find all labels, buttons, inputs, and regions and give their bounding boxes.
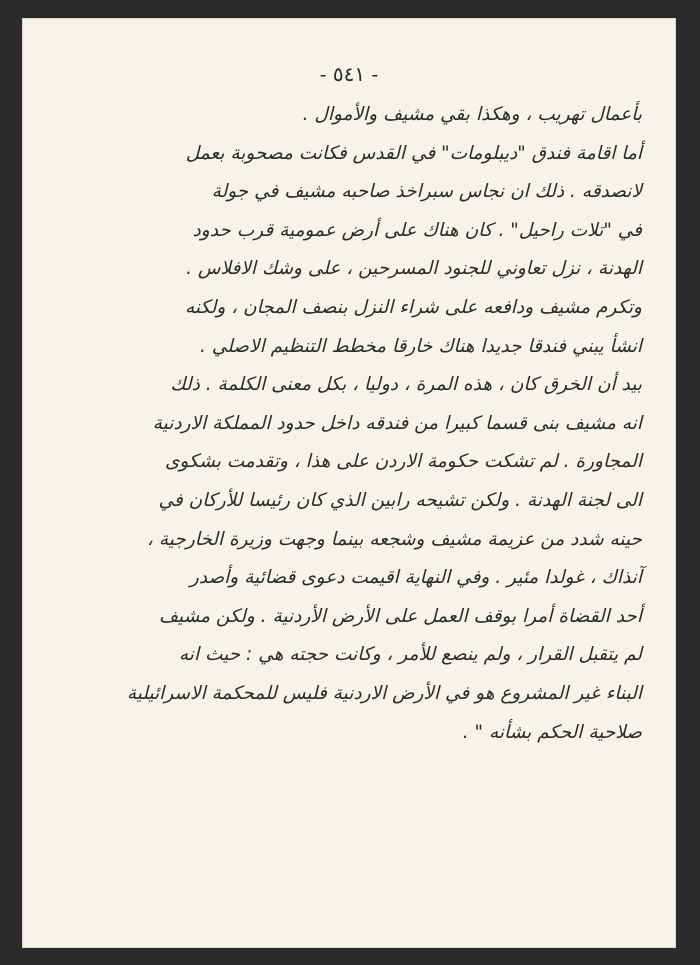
text-line: وتكرم مشيف ودافعه على شراء النزل بنصف المجان ، ولكنه xyxy=(185,296,642,318)
page-number: - ٥٤١ - xyxy=(319,62,379,86)
text-line: حينه شدد من عزيمة مشيف وشجعه بينما وجهت وزيرة الخارجية ، xyxy=(147,528,642,550)
text-line: لم يتقبل القرار ، ولم ينصع للأمر ، وكانت حجته هي : حيث انه xyxy=(178,644,642,666)
text-line: صلاحية الحكم بشأنه " . xyxy=(462,721,642,743)
text-line: انشأ يبني فندقا جديدا هناك خارقا مخطط التنظيم الاصلي . xyxy=(200,335,642,357)
text-line: في "تلات راحيل" . كان هناك على أرض عمومية قرب حدود xyxy=(192,219,642,241)
document-page xyxy=(22,18,676,948)
text-line: المجاورة . لم تشكت حكومة الاردن على هذا ، وتقدمت بشكوى xyxy=(164,451,642,473)
handwritten-body-text xyxy=(60,96,642,752)
text-line: البناء غير المشروع هو في الأرض الاردنية فليس للمحكمة الاسرائيلية xyxy=(126,682,642,704)
text-line: لانصدقه . ذلك ان نجاس سبراخذ صاحبه مشيف في جولة xyxy=(211,181,642,203)
text-line: الهدنة ، نزل تعاوني للجنود المسرحين ، على وشك الافلاس . xyxy=(186,258,642,280)
text-line: أما اقامة فندق "ديبلومات" في القدس فكانت مصحوبة بعمل xyxy=(185,142,642,164)
text-line: الى لجنة الهدنة . ولكن تشيحه رابين الذي كان رئيسا للأركان في xyxy=(158,489,642,511)
text-line: بأعمال تهريب ، وهكذا بقي مشيف والأموال . xyxy=(302,104,642,125)
text-line: أحد القضاة أمرا بوقف العمل على الأرض الأردنية . ولكن مشيف xyxy=(158,605,642,627)
text-line: انه مشيف بنى قسما كبيرا من فندقه داخل حدود المملكة الاردنية xyxy=(152,412,642,434)
text-line: بيد أن الخرق كان ، هذه المرة ، دوليا ، بكل معنى الكلمة . ذلك xyxy=(170,374,642,396)
text-line: آنذاك ، غولدا مئير . وفي النهاية اقيمت دعوى قضائية وأصدر xyxy=(189,567,642,589)
